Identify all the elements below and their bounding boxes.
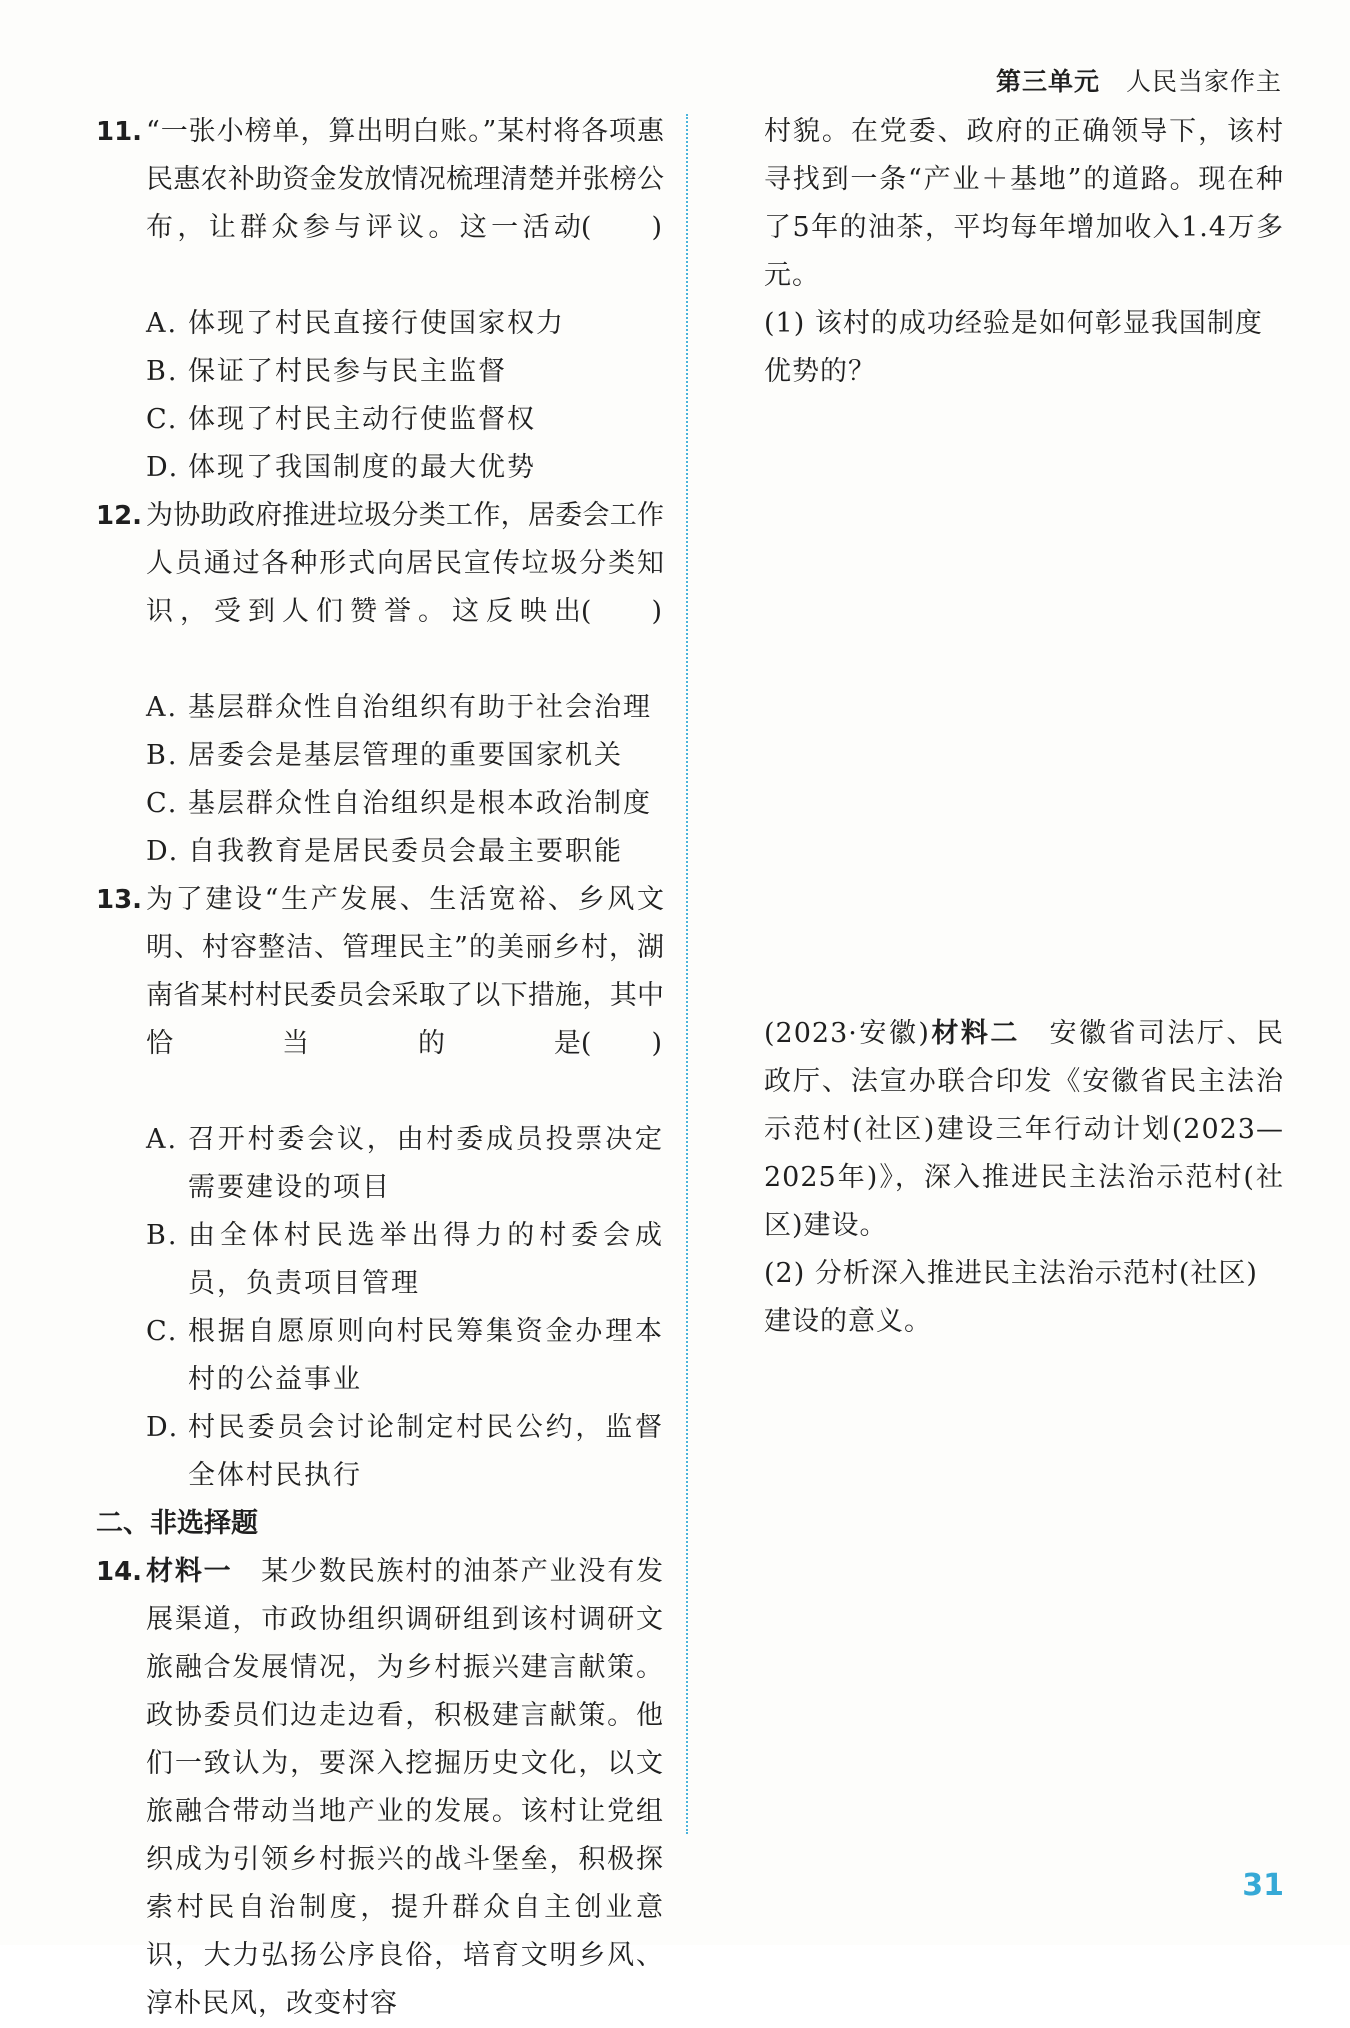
option-c[interactable]: C. 基层群众性自治组织是根本政治制度 [146, 788, 652, 819]
options-list [146, 300, 664, 492]
question-stem: 为了建设“生产发展、生活宽裕、乡风文明、村容整洁、管理民主”的美丽乡村，湖南省某村村民委员会采取了以下措施，其中恰当的是 ( ) [146, 876, 664, 1116]
material-label: 材料一 [146, 1556, 233, 1587]
answer-blank[interactable]: ( ) [580, 212, 664, 243]
page-header [996, 62, 1282, 98]
option-b[interactable]: B. 保证了村民参与民主监督 [146, 356, 507, 387]
material-label: 材料二 [929, 1018, 1020, 1049]
material-two-block [764, 1010, 1284, 1346]
options-list [146, 684, 664, 876]
unit-topic: 人民当家作主 [1125, 67, 1282, 96]
question-number: 12. [96, 501, 143, 531]
option-a[interactable]: A. 基层群众性自治组织有助于社会治理 [146, 692, 652, 723]
option-d[interactable]: D. 体现了我国制度的最大优势 [146, 452, 536, 483]
section-title: 二、非选择题 [96, 1508, 258, 1539]
right-column [764, 108, 1284, 396]
question-14 [96, 1548, 664, 2028]
option-a[interactable]: A. 体现了村民直接行使国家权力 [146, 308, 565, 339]
options-list [146, 1116, 664, 1500]
question-stem: “一张小榜单，算出明白账。”某村将各项惠民惠农补助资金发放情况梳理清楚并张榜公布，让群众参与评议。这一活动 ( ) [146, 108, 664, 300]
option-b[interactable]: B. 由全体村民选举出得力的村委会成员，负责项目管理 [146, 1220, 664, 1299]
unit-title: 第三单元 [995, 67, 1100, 96]
sub-question-2: (2) 分析深入推进民主法治示范村(社区)建设的意义。 [764, 1258, 1258, 1337]
column-divider [686, 114, 688, 1834]
page-number: 31 [1242, 1868, 1284, 1903]
sub-question-1: (1) 该村的成功经验是如何彰显我国制度优势的？ [764, 308, 1263, 387]
question-number: 11. [96, 117, 143, 147]
material-one-continued: 村貌。在党委、政府的正确领导下，该村寻找到一条“产业＋基地”的道路。现在种了5年的油茶，平均每年增加收入1.4万多元。 [764, 116, 1284, 291]
left-column [96, 108, 664, 2028]
question-11 [96, 108, 664, 492]
question-number: 13. [96, 885, 143, 915]
answer-blank[interactable]: ( ) [580, 596, 664, 627]
option-c[interactable]: C. 根据自愿原则向村民筹集资金办理本村的公益事业 [146, 1316, 664, 1395]
question-12 [96, 492, 664, 876]
material-two: (2023·安徽)材料二 安徽省司法厅、民政厅、法宣办联合印发《安徽省民主法治示范村(社区)建设三年行动计划(2023—2025年)》，深入推进民主法治示范村(社区)建设。 [764, 1018, 1285, 1241]
question-13 [96, 876, 664, 1500]
option-c[interactable]: C. 体现了村民主动行使监督权 [146, 404, 536, 435]
option-d[interactable]: D. 自我教育是居民委员会最主要职能 [146, 836, 623, 867]
option-b[interactable]: B. 居委会是基层管理的重要国家机关 [146, 740, 623, 771]
option-a[interactable]: A. 召开村委会议，由村委成员投票决定需要建设的项目 [146, 1124, 664, 1203]
option-d[interactable]: D. 村民委员会讨论制定村民公约，监督全体村民执行 [146, 1412, 664, 1491]
question-stem: 为协助政府推进垃圾分类工作，居委会工作人员通过各种形式向居民宣传垃圾分类知识，受到人们赞誉。这反映出 ( ) [146, 492, 664, 684]
material-one: 材料一 某少数民族村的油茶产业没有发展渠道，市政协组织调研组到该村调研文旅融合发展情况，为乡村振兴建言献策。政协委员们边走边看，积极建言献策。他们一致认为，要深入挖掘历史文化，以文旅融合带动当地产业的发展。该村让党组织成为引领乡村振兴的战斗堡垒，积极探索村民自治制度，提升群众自主创业意识，大力弘扬公序良俗，培育文明乡风、淳朴民风，改变村容 [146, 1556, 665, 2019]
question-number: 14. [96, 1557, 143, 1587]
answer-blank[interactable]: ( ) [580, 1028, 664, 1059]
material-source: (2023·安徽) [764, 1018, 930, 1049]
